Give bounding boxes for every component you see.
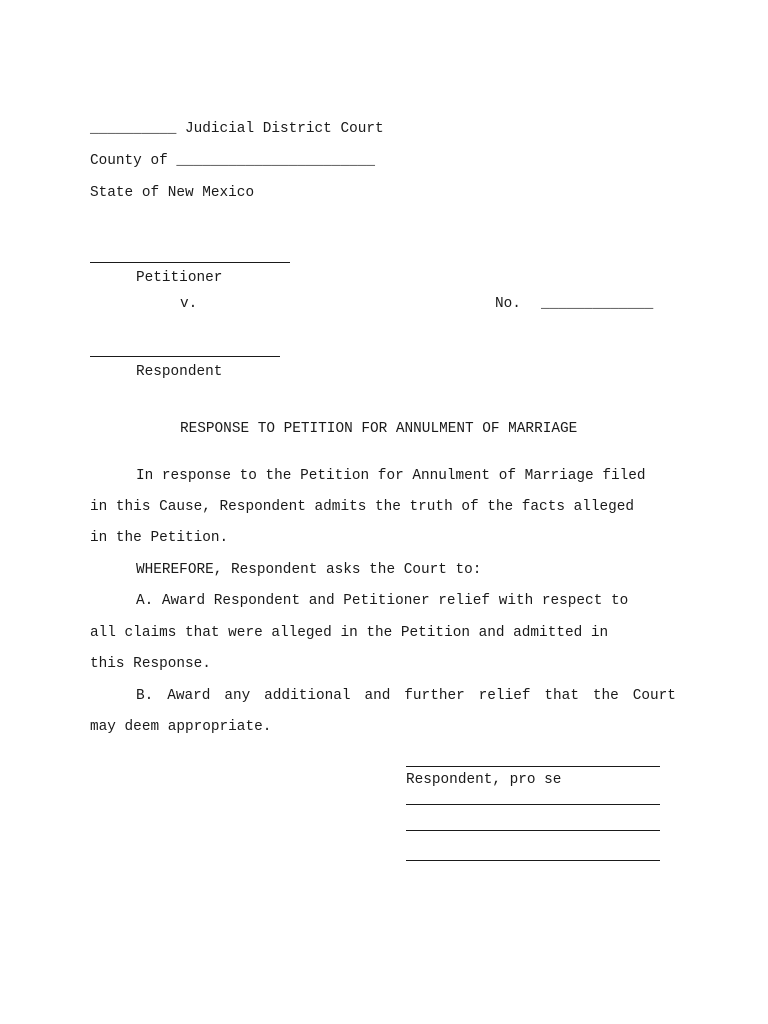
wherefore-clause: WHEREFORE, Respondent asks the Court to: <box>136 562 482 578</box>
court-line: __________ Judicial District Court <box>90 121 384 137</box>
item-b-word: additional <box>264 688 351 704</box>
paragraph-1-line-3: in the Petition. <box>90 530 229 546</box>
item-b-word: Award <box>167 688 211 704</box>
item-a-line-3: this Response. <box>90 656 211 672</box>
paragraph-1-line-2: in this Cause, Respondent admits the truth of the facts alleged <box>90 499 635 515</box>
signature-blank <box>406 766 660 767</box>
item-b-word: Court <box>632 688 676 704</box>
item-b-line-1 <box>136 687 676 705</box>
case-number-blank: _____________ <box>541 296 654 312</box>
case-number-label: No. <box>495 296 521 312</box>
address-blank-3 <box>406 860 660 861</box>
item-a-line-2: all claims that were alleged in the Petition and admitted in <box>90 625 609 641</box>
item-b-word: relief <box>478 688 531 704</box>
paragraph-1-line-1: In response to the Petition for Annulment of Marriage filed <box>136 468 646 484</box>
versus-label: v. <box>180 296 198 312</box>
item-b-word: any <box>224 688 251 704</box>
item-b-word: further <box>404 688 465 704</box>
item-b-word: B. <box>136 688 154 704</box>
item-b-word: that <box>544 688 579 704</box>
item-b-word: the <box>592 688 619 704</box>
item-b-line-2: may deem appropriate. <box>90 719 272 735</box>
item-a-line-1: A. Award Respondent and Petitioner relief with respect to <box>136 593 629 609</box>
petitioner-name-blank <box>90 262 290 263</box>
address-blank-2 <box>406 830 660 831</box>
document-title: RESPONSE TO PETITION FOR ANNULMENT OF MARRIAGE <box>180 421 578 437</box>
signature-label: Respondent, pro se <box>406 772 562 788</box>
respondent-name-blank <box>90 356 280 357</box>
state-line: State of New Mexico <box>90 185 255 201</box>
address-blank-1 <box>406 804 660 805</box>
item-b-word: and <box>364 688 391 704</box>
respondent-label: Respondent <box>136 364 223 380</box>
petitioner-label: Petitioner <box>136 270 223 286</box>
county-line: County of _______________________ <box>90 153 375 169</box>
